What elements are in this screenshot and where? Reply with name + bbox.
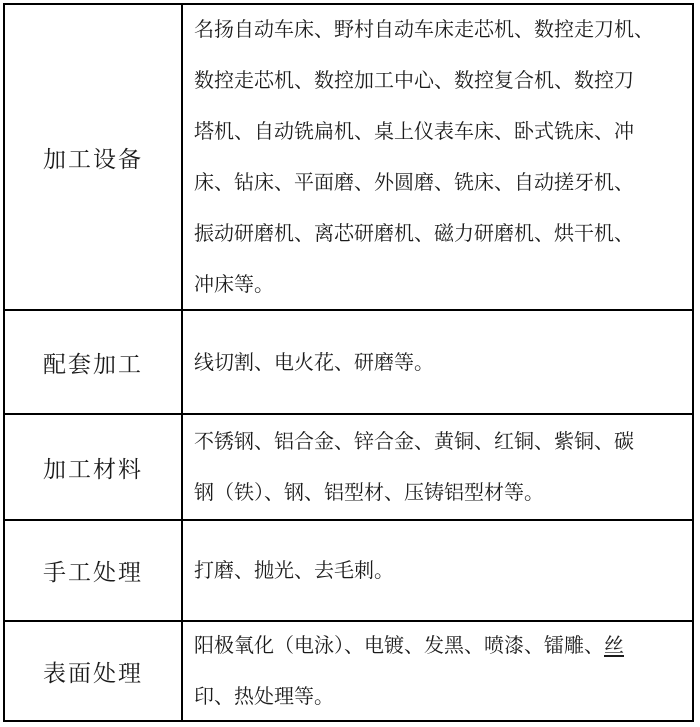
content-line: 印、热处理等。	[194, 684, 334, 708]
content-line: 床、钻床、平面磨、外圆磨、铣床、自动搓牙机、	[194, 170, 634, 194]
row-content-cell	[183, 521, 692, 620]
row-label: 手工处理	[43, 560, 143, 586]
content-line: 打磨、抛光、去毛刺。	[194, 558, 394, 582]
content-line: 塔机、自动铣扁机、桌上仪表车床、卧式铣床、冲	[194, 119, 634, 143]
content-line: 冲床等。	[194, 272, 274, 296]
content-line: 线切割、电火花、研磨等。	[194, 349, 434, 374]
content-line: 不锈钢、铝合金、锌合金、黄铜、红铜、紫铜、碳	[194, 429, 634, 453]
row-label-cell	[5, 622, 183, 720]
row-label-cell	[5, 5, 183, 309]
row-content-cell	[183, 622, 692, 720]
table-row-processing-materials	[5, 413, 692, 519]
row-label: 加工材料	[43, 456, 143, 483]
content-line: 名扬自动车床、野村自动车床走芯机、数控走刀机、	[194, 17, 654, 41]
row-label: 配套加工	[43, 351, 143, 378]
content-line-text: 阳极氧化（电泳）、电镀、发黑、喷漆、镭雕、	[194, 633, 604, 657]
content-line: 振动研磨机、离芯研磨机、磁力研磨机、烘干机、	[194, 221, 634, 245]
row-label: 加工设备	[43, 146, 143, 173]
row-content-cell	[183, 311, 692, 413]
underlined-text: 丝	[604, 633, 624, 657]
row-label-cell	[5, 311, 183, 413]
row-label-cell	[5, 415, 183, 519]
table-row-surface-treatment	[5, 620, 692, 720]
processing-capabilities-table	[3, 3, 694, 722]
row-content-cell	[183, 5, 692, 309]
content-line	[194, 622, 688, 671]
row-content-cell	[183, 415, 692, 519]
content-line: 钢（铁）、钢、铝型材、压铸铝型材等。	[194, 480, 544, 504]
table-row-manual-processing	[5, 519, 692, 620]
row-label: 表面处理	[43, 660, 143, 687]
table-row-supporting-processing	[5, 309, 692, 413]
row-label-cell	[5, 521, 183, 620]
content-line: 数控走芯机、数控加工中心、数控复合机、数控刀	[194, 68, 634, 92]
table-row-processing-equipment	[5, 5, 692, 309]
